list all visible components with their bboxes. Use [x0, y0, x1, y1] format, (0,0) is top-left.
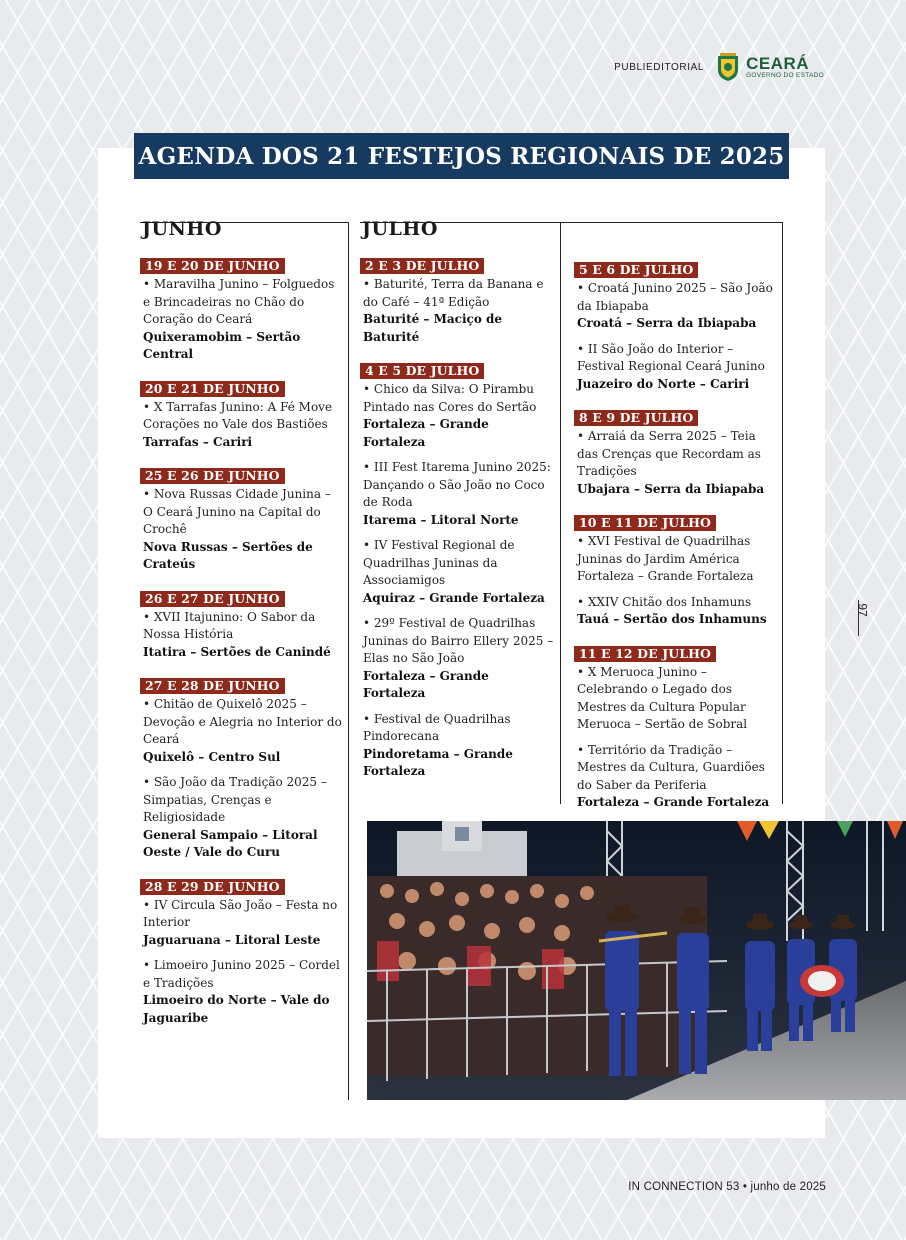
festival-photo	[367, 821, 906, 1100]
julho-column	[360, 210, 555, 795]
event-description: • XVII Itajunino: O Sabor da Nossa História	[143, 609, 316, 641]
event-item	[363, 537, 555, 607]
event-item	[577, 341, 780, 394]
date-badge: 25 E 26 DE JUNHO	[140, 468, 285, 484]
event-group	[140, 588, 342, 662]
event-group	[574, 643, 780, 812]
event-description: • IV Festival Regional de Quadrilhas Juninas da Associamigos	[363, 538, 515, 587]
column-divider-3	[782, 222, 783, 804]
event-group	[140, 465, 342, 574]
event-group	[140, 255, 342, 364]
event-location: Fortaleza – Grande Fortaleza	[577, 795, 770, 809]
event-location: Ubajara – Serra da Ibiapaba	[577, 481, 765, 496]
event-item	[577, 280, 780, 333]
date-badge: 27 E 28 DE JUNHO	[140, 678, 285, 694]
event-location: Quixeramobim – Sertão Central	[143, 329, 301, 361]
event-description: • Chico da Silva: O Pirambu Pintado nas Cores do Sertão	[363, 382, 537, 414]
event-description: • São João da Tradição 2025 – Simpatias, Crenças e Religiosidade	[143, 775, 327, 824]
event-item	[577, 664, 780, 734]
event-item	[363, 459, 555, 529]
event-item	[143, 276, 342, 364]
event-description: • XXIV Chitão dos Inhamuns	[577, 594, 752, 609]
event-group	[574, 259, 780, 393]
event-description: • Baturité, Terra da Banana e do Café – 41ª Edição	[363, 277, 544, 309]
event-group	[140, 378, 342, 452]
event-group	[574, 407, 780, 498]
event-location: Itarema – Litoral Norte	[363, 512, 519, 527]
event-location: Fortaleza – Grande Fortaleza	[363, 668, 489, 700]
publieditorial-label: PUBLIEDITORIAL	[614, 61, 705, 73]
festival-photo-illustration	[367, 821, 906, 1100]
event-group	[140, 876, 342, 1028]
event-location: Fortaleza – Grande Fortaleza	[363, 417, 489, 449]
column-divider-1	[348, 222, 349, 1100]
event-description: • Chitão de Quixelô 2025 – Devoção e Alegria no Interior do Ceará	[143, 697, 342, 746]
event-item	[363, 615, 555, 703]
event-location: Juazeiro do Norte – Cariri	[577, 376, 750, 391]
event-location: Quixelô – Centro Sul	[143, 749, 281, 764]
event-location: Tarrafas – Cariri	[143, 434, 253, 449]
event-location: Baturité – Maciço de Baturité	[363, 312, 503, 344]
event-description: • Festival de Quadrilhas Pindorecana	[363, 711, 511, 743]
date-badge: 10 E 11 DE JULHO	[574, 515, 716, 531]
event-group	[140, 675, 342, 862]
junho-column	[140, 210, 342, 1041]
event-description: • 29º Festival de Quadrilhas Juninas do Bairro Ellery 2025 – Elas no São João	[363, 616, 554, 665]
event-item	[143, 897, 342, 950]
event-location: Pindoretama – Grande Fortaleza	[363, 746, 513, 778]
date-badge: 11 E 12 DE JULHO	[574, 646, 716, 662]
event-item	[577, 533, 780, 586]
event-item	[577, 594, 780, 629]
event-description: • XVI Festival de Quadrilhas Juninas do Jardim América Fortaleza – Grande Fortaleza	[577, 534, 754, 583]
date-badge: 19 E 20 DE JUNHO	[140, 258, 285, 274]
event-description: • II São João do Interior – Festival Regional Ceará Junino	[577, 341, 765, 373]
event-description: • Maravilha Junino – Folguedos e Brincadeiras no Chão do Coração do Ceará	[143, 277, 335, 326]
event-item	[143, 957, 342, 1027]
month-heading-junho: JUNHO	[142, 218, 222, 240]
event-group	[360, 255, 555, 346]
event-description: • III Fest Itarema Junino 2025: Dançando o São João no Coco de Roda	[363, 460, 551, 509]
month-heading-julho: JULHO	[362, 218, 438, 240]
event-group	[360, 360, 555, 781]
date-badge: 8 E 9 DE JULHO	[574, 410, 698, 426]
logo-subtitle: GOVERNO DO ESTADO	[746, 71, 824, 79]
date-badge: 4 E 5 DE JULHO	[360, 363, 484, 379]
column-divider-2	[560, 222, 561, 804]
event-description: • Croatá Junino 2025 – São João da Ibiapaba	[577, 281, 773, 313]
event-item	[577, 428, 780, 498]
event-description: • Arraiá da Serra 2025 – Teia das Crenças que Recordam as Tradições	[577, 429, 761, 478]
event-location: Tauá – Sertão dos Inhamuns	[577, 612, 767, 626]
event-description: • Nova Russas Cidade Junina – O Ceará Junino na Capital do Crochê	[143, 487, 331, 536]
event-location: Limoeiro do Norte – Vale do Jaguaribe	[143, 993, 330, 1025]
date-badge: 5 E 6 DE JULHO	[574, 262, 698, 278]
event-location: Croatá – Serra da Ibiapaba	[577, 316, 757, 330]
event-item	[143, 609, 342, 662]
event-group	[574, 512, 780, 629]
event-item	[577, 742, 780, 812]
date-badge: 20 E 21 DE JUNHO	[140, 381, 285, 397]
event-item	[363, 381, 555, 451]
publisher-header	[614, 52, 824, 82]
event-item	[363, 276, 555, 346]
date-badge: 26 E 27 DE JUNHO	[140, 591, 285, 607]
event-item	[143, 486, 342, 574]
event-description: • Território da Tradição – Mestres da Cultura, Guardiões do Saber da Periferia	[577, 742, 765, 792]
event-location: Jaguaruana – Litoral Leste	[143, 932, 321, 947]
page-title: AGENDA DOS 21 FESTEJOS REGIONAIS DE 2025	[134, 133, 789, 179]
page-number: 97	[855, 603, 870, 617]
date-badge: 2 E 3 DE JULHO	[360, 258, 484, 274]
julho-column-continued	[574, 210, 780, 826]
event-description: • X Tarrafas Junino: A Fé Move Corações no Vale dos Bastiões	[143, 399, 333, 431]
footer-issue: IN CONNECTION 53 • junho de 2025	[628, 1181, 826, 1193]
event-description: • IV Circula São João – Festa no Interior	[143, 897, 338, 929]
ceara-crest-icon	[716, 52, 740, 82]
event-location: General Sampaio – Litoral Oeste / Vale do Curu	[143, 827, 318, 859]
event-description: • X Meruoca Junino – Celebrando o Legado dos Mestres da Cultura Popular Meruoca – Sertão de Sobral	[577, 664, 748, 731]
event-location: Aquiraz – Grande Fortaleza	[363, 590, 545, 605]
event-item	[143, 774, 342, 862]
event-item	[143, 399, 342, 452]
logo-title: CEARÁ	[746, 53, 810, 73]
event-description: • Limoeiro Junino 2025 – Cordel e Tradições	[143, 958, 340, 990]
event-item	[143, 696, 342, 766]
event-location: Nova Russas – Sertões de Crateús	[143, 539, 313, 571]
ceara-logo	[716, 52, 824, 82]
event-item	[363, 711, 555, 781]
event-location: Itatira – Sertões de Canindé	[143, 644, 331, 659]
date-badge: 28 E 29 DE JUNHO	[140, 879, 285, 895]
